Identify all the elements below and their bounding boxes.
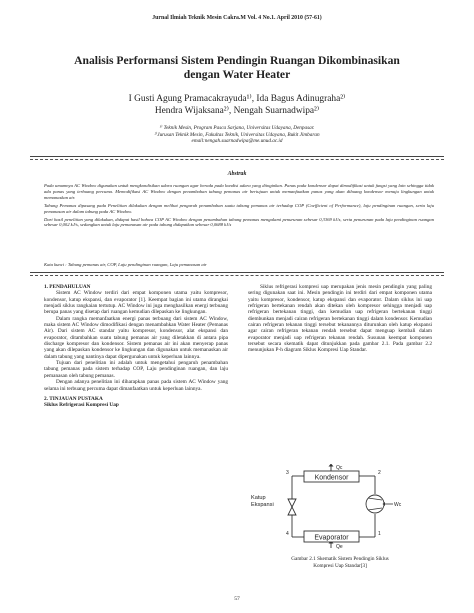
expansion-valve-symbol — [288, 499, 296, 515]
left-column — [44, 284, 228, 409]
abstract-rule — [30, 272, 444, 273]
katup-label-line1: Katup — [251, 495, 266, 501]
figure-caption — [248, 556, 432, 569]
qe-label: Qe — [336, 544, 343, 550]
abstract-rule-dashed — [30, 275, 444, 276]
subsection-heading-siklus: Siklus Refrigerasi Kompresi Uap — [44, 402, 119, 409]
intro-paragraph-4: Dengan adanya penelitian ini diharapkan panas pada sistem AC Window yang selama ini terbuang percuma dapat dimanfaatkan untuk keperluan lainnya. — [44, 379, 228, 392]
qc-label: Qc — [336, 465, 343, 471]
title-line-1: Analisis Performansi Sistem Pendingin Ruangan Dikombinasikan — [74, 54, 400, 67]
state-point-2: 2 — [378, 470, 381, 476]
affiliation-1: ¹⁾ Teknik Mesin, Program Pasca Sarjana, Universitas Udayana, Denpasar. — [159, 125, 315, 131]
state-point-4: 4 — [286, 531, 289, 537]
section-heading-pendahuluan: 1. PENDAHULUAN — [44, 284, 91, 290]
caption-line-2: Kompresi Uap Standar[3] — [313, 562, 367, 569]
journal-header: Jurnal Ilmiah Teknik Mesin Cakra.M Vol. 4 No.1. April 2010 (57-61) — [152, 15, 322, 21]
author-email: email:nengah.suarnadwipa@me.unud.ac.id — [191, 138, 283, 145]
page-number: 57 — [234, 596, 240, 602]
intro-paragraph-2: Dalam rangka memanfaatkan energi panas terbuang dari sistem AC Window, maka sistem AC Window dimodifikasi dengan menambahkan Water Heater (Pemanas Air). Dari sistem AC standar yaitu kompresor, kondensor, alat ekspansi dan evaporator, ditambahkan suatu tabung pemanas air yang diletakkan di antara pipa discharge kompresor dan kondensor. Sistem pemanas air ini akan menyerap panas yang akan dilepaskan kondensor ke lingkungan dan digunakan untuk memanaskan air dalam tabung yang nantinya dapat dipergunakan untuk keperluan lainnya. — [44, 315, 228, 360]
caption-line-1: Gambar 2.1 Skematik Sistem Pendingin Siklus — [291, 556, 389, 562]
kondensor-label: Kondensor — [314, 474, 349, 482]
title-line-2: dengan Water Heater — [183, 68, 291, 81]
wc-label: Wc — [394, 502, 402, 508]
state-point-3: 3 — [286, 470, 289, 476]
katup-label-line2: Ekspansi — [251, 502, 274, 508]
affiliation-2: ²⁾Jurusan Teknik Mesin, Fakultas Teknik, Universitas Udayana, Bukit Jimbaran — [154, 131, 320, 138]
authors-line-1: I Gusti Agung Pramacakrayuda¹⁾, Ida Bagus Adinugraha²⁾ — [128, 94, 346, 104]
intro-paragraph-1: Sistem AC Window terdiri dari empat komponen utama yaitu kompresor, kondensor, katup ekspansi, dan evaporator [1]. Keempat bagian ini utama dirangkai menjadi siklus rangkaian tertutup. AC Window ini juga menghasilkan energi terbuang berupa panas yang disetap dari ruangan kemudian dilepaskan ke lingkungan. — [44, 290, 228, 316]
abstract-paragraph-2: Tabung Pemanas dipasang pada Penelitian dilakukan dengan melihat pengaruh penambahan suatu tabung pemanas air terhadap COP (Coefficient of Performance), laju pendinginan ruangan, serta laju pemanasan air dalam tabung pada AC Window. — [44, 202, 434, 214]
state-point-1: 1 — [378, 531, 381, 537]
right-column — [248, 284, 432, 354]
abstract-body — [44, 183, 434, 230]
paper-title — [30, 54, 444, 82]
header-rule-dashed — [30, 159, 444, 160]
siklus-paragraph: Siklus refrigerasi kompresi uap merupakan jenis mesin pendingin yang paling sering digunakan saat ini. Mesin pendingin ini terdiri dari empat komponen utama yaitu kompresor, kondensor, katup ekspansi dan evaporator. Dalam siklus ini uap refrigeran bertekanan rendah akan ditekan oleh kompresor sehingga menjadi uap refrigeran bertekanan tinggi, dan kemudian uap refrigeran bertekanan tinggi diembunkan menjadi cairan refrigeran bertekanan tinggi dalam kondensor. Kemudian cairan refrigeran tekanan tinggi tersebut tekanannya diturunkan oleh katup ekspansi agar cairan refrigeran tekanan rendah tersebut dapat menguap kembali dalam evaporator menjadi uap refrigeran tekanan rendah. Susunan keempat komponen tersebut secara skematik dapat ditunjukkan pada gambar 2.1. Pada gambar 2.2 menunjukan P-h diagram Siklus Kompresi Uap Standar. — [248, 284, 432, 354]
authors-line-2: Hendra Wijaksana²⁾, Nengah Suarnadwipa²⁾ — [154, 105, 320, 116]
compressor-symbol — [366, 495, 384, 513]
abstract-paragraph-1: Pada umumnya AC Window digunakan untuk mengkondisikan udara ruangan agar berada pada kondisi udara yang diinginkan. Panas pada kondensor dapat dimodifikasi untuk fungsi yang lain sehingga tidak ada panas yang terbuang percuma. Memodifikasi AC Window dengan penambahan tabung pemanas air bertujuan untuk memanfaatkan panas yang akan dibuang kondensor menuju lingkungan untuk memanaskan air. — [44, 183, 434, 200]
header-rule — [30, 156, 444, 157]
refrigeration-cycle-diagram — [248, 464, 438, 550]
section-heading-tinjauan: 2. TINJAUAN PUSTAKA — [44, 395, 103, 402]
intro-paragraph-3: Tujuan dari penelitian ini adalah untuk mengetahui pengaruh penambahan tabung pemanas pada sistem terhadap COP, Laju pendinginan ruangan, dan laju pemanasan oleh tabung pemanas. — [44, 360, 228, 379]
abstract-paragraph-3: Dari hasil penelitian yang dilakukan, didapat hasil bahwa COP AC Window dengan penambahan tabung pemanas mengalami penurunan sebesar 0,3369 kJ/s, serta penurunan pada laju pendinginan ruangan sebesar 0,002 kJ/s, sedangkan untuk laju pemanasan air pada tabung didapatkan sebesar 0,0688 kJ/s — [44, 216, 434, 228]
authors — [40, 94, 434, 117]
evaporator-label: Evaporator — [314, 534, 349, 542]
keywords: Kata kunci : Tabung pemanas air, COP, Laju pendinginan ruangan, Laju pemanasan air — [44, 262, 207, 267]
abstract-heading: Abstrak — [227, 171, 247, 177]
affiliations — [40, 125, 434, 145]
